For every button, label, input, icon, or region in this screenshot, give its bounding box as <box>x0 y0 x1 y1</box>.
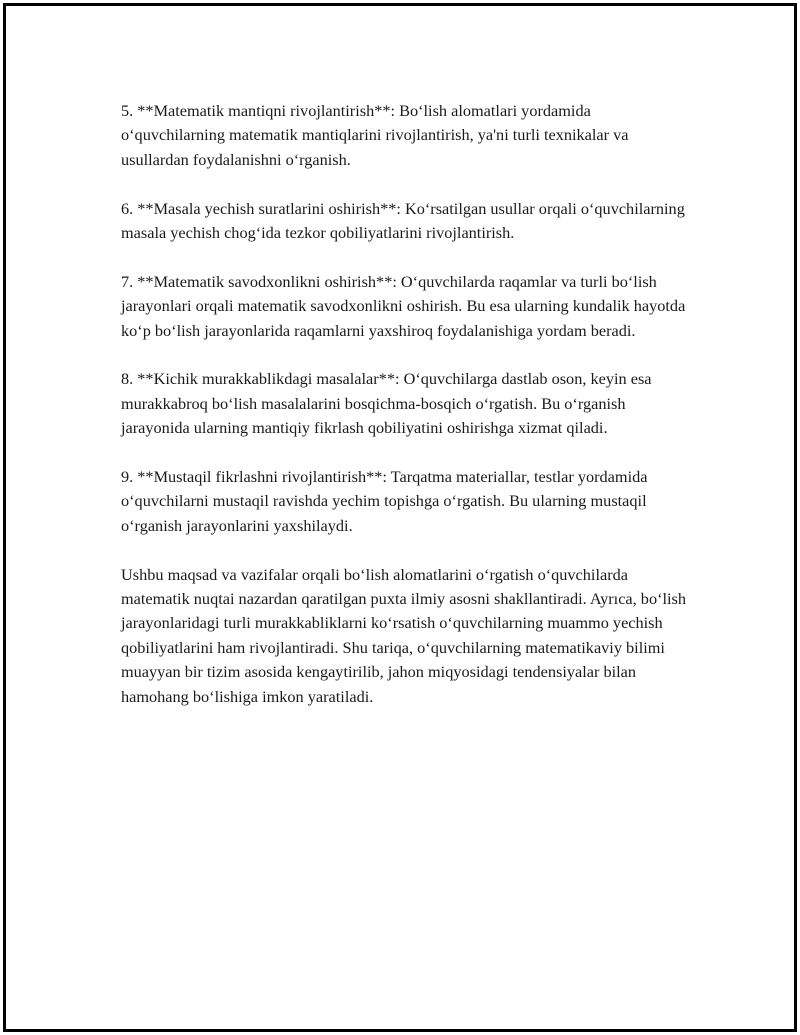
page-frame <box>3 3 797 1032</box>
paragraph-goal-8: 8. **Kichik murakkablikdagi masalalar**: Oʻquvchilarga dastlab oson, keyin esa murakkabroq boʻlish masalalarini bosqichma-bosqich oʻrgatish. Bu oʻrganish jarayonida ularning mantiqiy fikrlash qobiliyatini oshirishga xizmat qiladi. <box>121 369 652 438</box>
document-body <box>121 99 696 733</box>
paragraph-goal-9: 9. **Mustaqil fikrlashni rivojlantirish**: Tarqatma materiallar, testlar yordamida oʻquvchilarni mustaqil ravishda yechim topishga oʻrgatish. Bu ularning mustaqil oʻrganish jarayonlarini yaxshilaydi. <box>121 467 648 535</box>
paragraph-goal-5: 5. **Matematik mantiqni rivojlantirish**: Boʻlish alomatlari yordamida oʻquvchilarning matematik mantiqlarini rivojlantirish, ya'ni turli texnikalar va usullardan foydalanishni oʻrganish. <box>121 101 629 169</box>
paragraph-conclusion: Ushbu maqsad va vazifalar orqali boʻlish alomatlarini oʻrgatish oʻquvchilarda matematik nuqtai nazardan qaratilgan puxta ilmiy asosni shakllantiradi. Ayrıca, boʻlish jarayonlaridagi turli murakkabliklarni koʻrsatish oʻquvchilarning muammo yechish qobiliyatlarini ham rivojlantiradi. Shu tariqa, oʻquvchilarning matematikaviy bilimi muayyan bir tizim asosida kengaytirilib, jahon miqyosidagi tendensiyalar bilan hamohang boʻlishiga imkon yaratiladi. <box>121 564 687 706</box>
paragraph-goal-6: 6. **Masala yechish suratlarini oshirish**: Koʻrsatilgan usullar orqali oʻquvchilarning masala yechish chogʻida tezkor qobiliyatlarini rivojlantirish. <box>121 198 685 243</box>
paragraph-goal-7: 7. **Matematik savodxonlikni oshirish**: Oʻquvchilarda raqamlar va turli boʻlish jarayonlari orqali matematik savodxonlikni oshirish. Bu esa ularning kundalik hayotda koʻp boʻlish jarayonlarida raqamlarni yaxshiroq foydalanishiga yordam beradi. <box>121 271 686 340</box>
